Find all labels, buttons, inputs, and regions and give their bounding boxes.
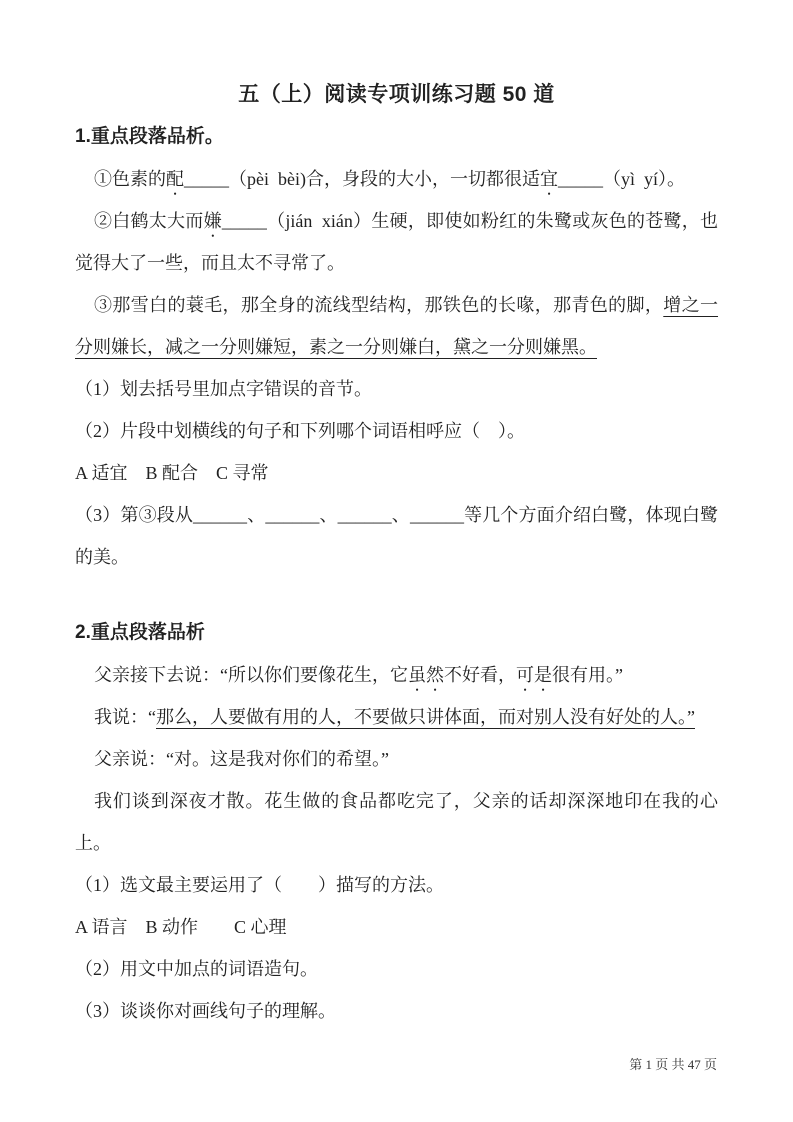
dotted-char-pei: 配 <box>166 169 184 189</box>
blank-line: ______ <box>409 505 464 525</box>
question-1-2-options: A 适宜 B 配合 C 寻常 <box>75 463 269 483</box>
paragraph-late-night: 我们谈到深夜才散。花生做的食品都吃完了，父亲的话却深深地印在我的心上。 <box>75 791 718 853</box>
text-run: ①色素的 <box>94 169 166 189</box>
question-1-2: （2）片段中划横线的句子和下列哪个词语相呼应（ ）。 <box>75 421 525 441</box>
text-run: 、 <box>391 505 410 525</box>
blank-line: ______ <box>337 505 392 525</box>
text-run: （pèi bèi)合，身段的大小，一切都很适 <box>229 169 540 189</box>
blank-line: _____ <box>184 169 229 189</box>
text-run: 等几个方面介绍白鹭，体现白鹭的美。 <box>75 505 719 567</box>
dotted-word-suiran: 虽然 <box>408 665 444 685</box>
paragraph-i-say <box>75 696 718 738</box>
blank-line: ______ <box>193 505 248 525</box>
question-1-1: （1）划去括号里加点字错误的音节。 <box>75 379 372 399</box>
paragraph-white-crane <box>75 200 718 284</box>
paragraph-egret-beauty <box>75 284 718 368</box>
paragraph-color-sentence <box>75 158 718 200</box>
text-run: 不好看， <box>444 665 516 685</box>
question-1-3 <box>75 494 718 578</box>
text-run: ③那雪白的蓑毛，那全身的流线型结构，那铁色的长喙，那青色的脚， <box>94 295 664 315</box>
text-run: 我说：“ <box>94 707 156 727</box>
section-2-heading: 2.重点段落品析 <box>75 622 205 643</box>
question-2-2: （2）用文中加点的词语造句。 <box>75 959 318 979</box>
text-run: 父亲接下去说：“所以你们要像花生，它 <box>94 665 408 685</box>
blank-line: ______ <box>265 505 320 525</box>
question-2-1: （1）选文最主要运用了（ ）描写的方法。 <box>75 875 444 895</box>
blank-line: _____ <box>557 169 603 189</box>
blank-line: _____ <box>221 211 267 231</box>
text-run: （jián xián）生硬，即使如粉红的朱鹭或灰色的苍鹭，也觉得大了一些，而且太不寻常了。 <box>75 211 719 273</box>
dotted-char-yi: 宜 <box>539 169 558 189</box>
question-2-1-options: A 语言 B 动作 C 心理 <box>75 917 287 937</box>
dotted-char-xian: 嫌 <box>203 211 222 231</box>
underlined-sentence: 增之一分则嫌长，减之一分则嫌短，素之一分则嫌白，黛之一分则嫌黑。 <box>75 295 719 357</box>
paragraph-father-replies: 父亲说：“对。这是我对你们的希望。” <box>94 749 389 769</box>
section-1-heading: 1.重点段落品析。 <box>75 126 224 147</box>
text-run: （3）第③段从 <box>75 505 194 525</box>
page-number: 第 1 页 共 47 页 <box>629 1057 717 1072</box>
text-run: 、 <box>319 505 338 525</box>
page-title: 五（上）阅读专项训练习题 50 道 <box>238 83 555 106</box>
dotted-word-keshi: 可是 <box>516 665 552 685</box>
paragraph-father-says <box>75 654 718 696</box>
text-run: 、 <box>247 505 266 525</box>
text-run: 很有用。” <box>552 665 623 685</box>
section-1 <box>75 116 718 578</box>
text-run: （yì yí）。 <box>602 169 685 189</box>
question-2-3: （3）谈谈你对画线句子的理解。 <box>75 1001 336 1021</box>
section-2 <box>75 612 718 1032</box>
underlined-sentence: 那么，人要做有用的人，不要做只讲体面，而对别人没有好处的人。” <box>156 707 695 727</box>
text-run: ②白鹤太大而 <box>94 211 204 231</box>
